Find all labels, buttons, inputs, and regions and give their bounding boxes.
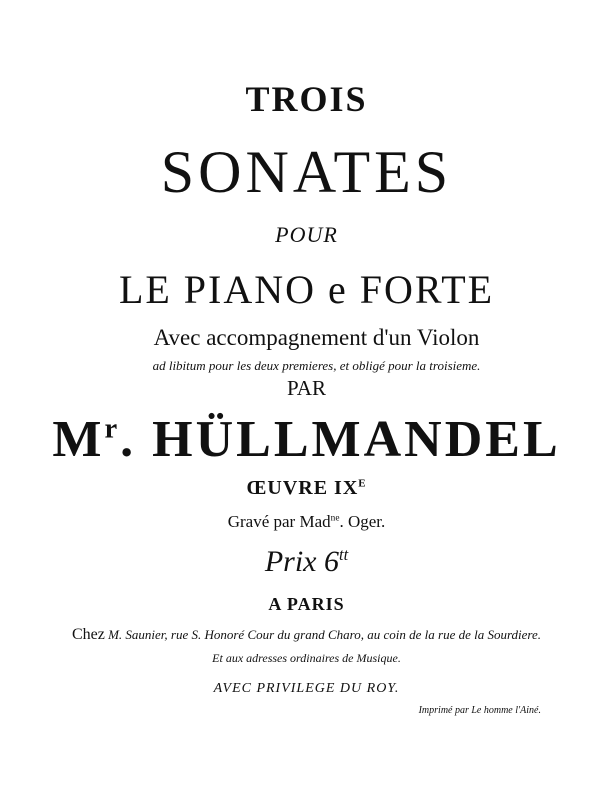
engraver-post: . Oger.: [339, 512, 386, 531]
composer-surname: . HÜLLMANDEL: [120, 411, 561, 468]
composer-prefix: M: [52, 411, 105, 468]
opus-text: ŒUVRE IX: [246, 477, 359, 499]
libitum-line: ad libitum pour les deux premieres, et obligé pour la troisieme.: [152, 358, 481, 373]
privilege-line: AVEC PRIVILEGE DU ROY.: [213, 681, 400, 696]
printer-line: Imprimé par Le homme l'Ainé.: [418, 705, 541, 716]
title-sonates: SONATES: [160, 139, 453, 205]
publisher-address: M. Saunier, rue S. Honoré Cour du grand Charo, au coin de la rue de la Sourdiere.: [104, 627, 542, 642]
addresses-line: Et aux adresses ordinaires de Musique.: [212, 651, 401, 665]
price-line: [0, 545, 613, 579]
opus-line: [0, 477, 613, 500]
engraver-pre: Gravé par Mad: [227, 512, 331, 531]
composer-prefix-sup: r: [104, 413, 121, 445]
title-trois: TROIS: [245, 79, 368, 119]
opus-sup: E: [358, 477, 367, 490]
publisher-chez: Chez: [71, 626, 105, 643]
engraver-line: [0, 512, 613, 532]
par-line: PAR: [287, 376, 326, 400]
accompaniment-line: Avec accompagnement d'un Violon: [153, 325, 480, 350]
place-line: A PARIS: [268, 594, 345, 614]
composer-name: [0, 410, 613, 469]
publisher-line: [0, 626, 613, 644]
title-instrument: LE PIANO e FORTE: [118, 267, 495, 312]
price-sup: tt: [338, 545, 349, 564]
title-pour: POUR: [275, 222, 338, 247]
price-text: Prix 6: [264, 545, 339, 578]
engraver-sup: ne: [330, 513, 340, 524]
